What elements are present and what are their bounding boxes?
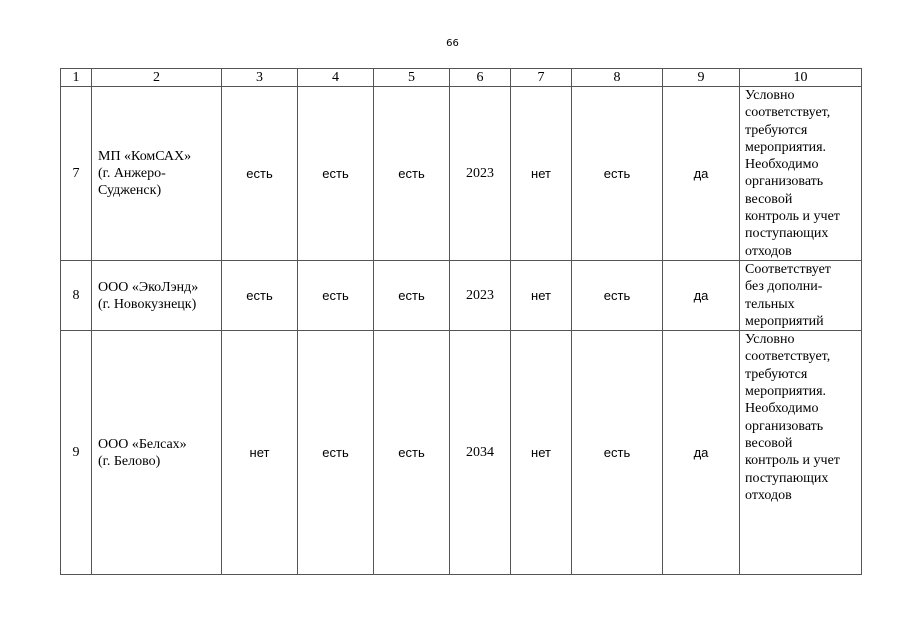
facility-name: ООО «Белсах» (г. Белово) [92,331,222,575]
cell-col8: есть [572,331,663,575]
column-header: 4 [298,69,374,87]
cell-col3: есть [222,260,298,330]
row-number: 8 [61,260,92,330]
cell-col9: да [663,87,740,261]
cell-col3: нет [222,331,298,575]
cell-col7: нет [511,331,572,575]
column-header: 5 [374,69,450,87]
column-header: 7 [511,69,572,87]
column-header: 9 [663,69,740,87]
cell-col4: есть [298,87,374,261]
row-number: 7 [61,87,92,261]
facility-name: ООО «ЭкоЛэнд» (г. Новокузнецк) [92,260,222,330]
facilities-table [60,68,862,575]
facility-name: МП «КомСАХ» (г. Анжеро- Судженск) [92,87,222,261]
column-header: 6 [450,69,511,87]
page-number: 66 [446,38,459,49]
cell-col6: 2023 [450,260,511,330]
cell-col9: да [663,331,740,575]
cell-col8: есть [572,87,663,261]
cell-col7: нет [511,260,572,330]
cell-col8: есть [572,260,663,330]
column-header: 3 [222,69,298,87]
column-header: 10 [740,69,862,87]
table-row [61,331,862,575]
cell-col7: нет [511,87,572,261]
assessment-note: Соответствует без дополни- тельных мероприятий [740,260,862,330]
cell-col9: да [663,260,740,330]
table-row [61,87,862,261]
cell-col4: есть [298,260,374,330]
cell-col4: есть [298,331,374,575]
table-row [61,260,862,330]
cell-col5: есть [374,260,450,330]
column-header: 8 [572,69,663,87]
assessment-note: Условно соответствует, требуются мероприятия. Необходимо организовать весовой контроль и учет поступающих отходов [740,331,862,575]
cell-col3: есть [222,87,298,261]
cell-col6: 2034 [450,331,511,575]
column-header: 2 [92,69,222,87]
cell-col6: 2023 [450,87,511,261]
header-row [61,69,862,87]
assessment-note: Условно соответствует, требуются мероприятия. Необходимо организовать весовой контроль и учет поступающих отходов [740,87,862,261]
cell-col5: есть [374,87,450,261]
column-header: 1 [61,69,92,87]
row-number: 9 [61,331,92,575]
cell-col5: есть [374,331,450,575]
